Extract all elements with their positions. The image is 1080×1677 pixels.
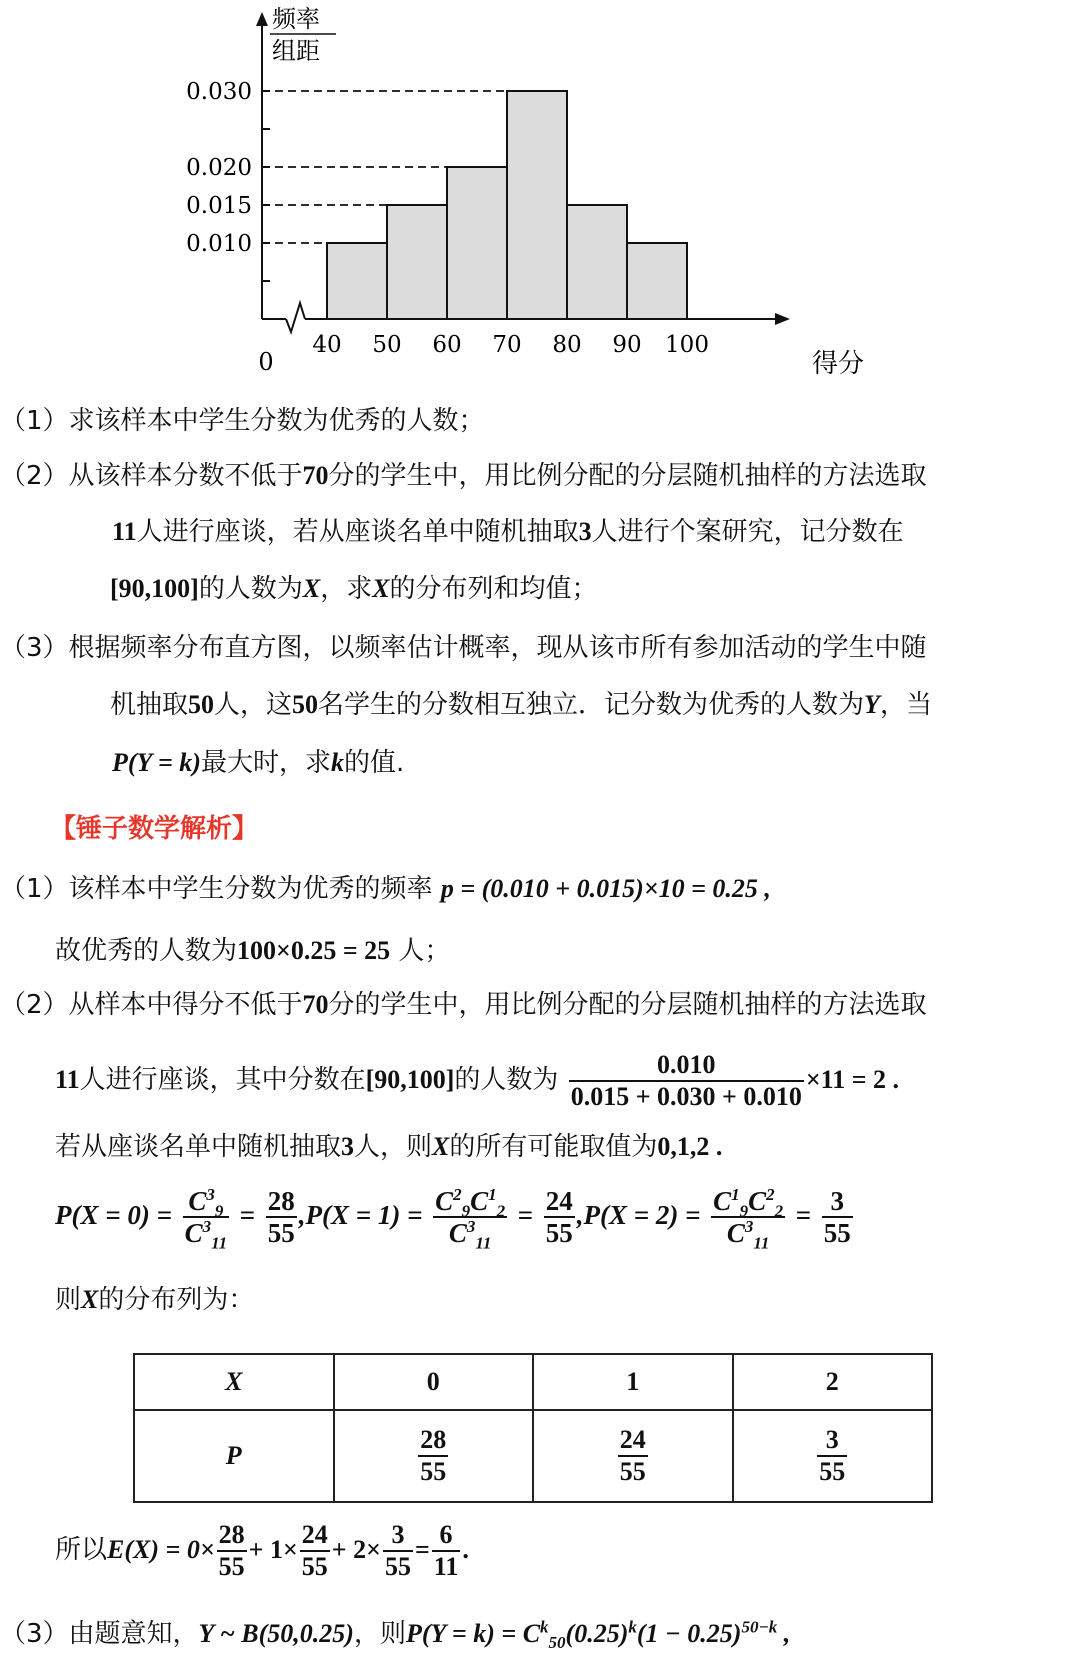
answer-2-line-2 <box>55 1040 1080 1120</box>
text: 的分布列为： <box>98 1285 255 1315</box>
distribution-table <box>133 1353 933 1503</box>
table-cell: 0 <box>334 1354 534 1410</box>
question-3-line-1: （3）根据频率分布直方图，以频率估计概率，现从该市所有参加活动的学生中随 <box>0 633 927 663</box>
text: ，求 <box>320 574 373 604</box>
histogram-bar <box>387 205 447 319</box>
table-cell: $\frac{28}{55}$ <box>334 1410 534 1502</box>
y-label-top: 频率 <box>272 5 320 33</box>
text: 人； <box>398 936 451 966</box>
p1-fraction: $\frac{24}{55}$ <box>545 1185 573 1248</box>
text: 人进行座谈，若从座谈名单中随机抽取 <box>136 517 579 547</box>
text: 若从座谈名单中随机抽取 <box>55 1132 342 1162</box>
y-tick-label: 0.020 <box>186 155 252 181</box>
var-y: Y <box>864 690 880 719</box>
y-tick-label: 0.015 <box>186 193 252 219</box>
text: 的值. <box>343 748 405 778</box>
num-11: 11 <box>112 517 137 546</box>
x-tick-label: 70 <box>492 332 522 358</box>
x-tick-label: 50 <box>372 332 402 358</box>
p0-fraction: $\frac{28}{55}$ <box>267 1185 295 1248</box>
combo-fraction: $\frac{C^1_9C^2_2}{C^3_{11}}$ <box>713 1184 784 1252</box>
text: 故优秀的人数为 <box>55 936 238 966</box>
expectation-result: $\frac{6}{11}$ <box>433 1519 459 1581</box>
answer-1-line-2 <box>55 934 1080 968</box>
histogram-bar <box>447 167 507 319</box>
text: 的分布列和均值； <box>389 574 598 604</box>
analysis-title: 【锤子数学解析】 <box>50 814 259 844</box>
y-tick-label: 0.010 <box>186 231 252 257</box>
expectation: 所以E(X) = 0× $\frac{28}{55}$ + 1× $\frac{24}{55}$ + 2× $\frac{3}{55}$ = $\frac{6}{11}$ . <box>55 1519 469 1581</box>
text: （2）从该样本分数不低于 <box>0 461 303 491</box>
histogram-bar <box>327 243 387 319</box>
probabilities: P(X = 0) = $\frac{C^3_9}{C^3_{11}}$ = $\frac{28}{55}$ ,P(X = 1) = $\frac{C^2_9C^1_2}{C^3_{11}}$ = $\frac{24}{55}$ ,P(X = 2) = $\frac{C^1_9C^2_2}{C^3_{11}}$ = $\frac{3}{55}$ <box>55 1184 851 1252</box>
text: 则 <box>55 1285 82 1315</box>
table-cell: 1 <box>533 1354 733 1410</box>
text: 名学生的分数相互独立．记分数为优秀的人数为 <box>318 690 865 720</box>
histogram-bar <box>507 91 567 319</box>
x-tick-label: 100 <box>665 332 709 358</box>
table-cell: X <box>134 1354 334 1410</box>
question-3-line-2 <box>110 688 1080 722</box>
text: （1）该样本中学生分数为优秀的频率 <box>0 874 433 904</box>
possible-values: 0,1,2 . <box>657 1132 723 1161</box>
text: 分的学生中，用比例分配的分层随机抽样的方法选取 <box>328 990 927 1020</box>
p2-fraction: $\frac{3}{55}$ <box>823 1185 851 1248</box>
x-axis-arrow-icon <box>775 313 790 325</box>
var-k: k <box>330 748 344 777</box>
answer-2-line-1 <box>0 988 1080 1022</box>
formula-count: 100×0.25 = 25 <box>237 936 391 965</box>
distribution-intro <box>55 1283 1080 1317</box>
var-x: X <box>372 574 390 603</box>
table-cell: $\frac{24}{55}$ <box>533 1410 733 1502</box>
num-70: 70 <box>302 461 329 490</box>
histogram-bar <box>567 205 627 319</box>
x-tick-label: 90 <box>612 332 642 358</box>
question-1: （1）求该样本中学生分数为优秀的人数； <box>0 406 485 436</box>
interval: [90,100] <box>365 1065 455 1094</box>
formula-frequency: p = (0.010 + 0.015)×10 = 0.25 , <box>440 874 771 903</box>
num-11: 11 <box>55 1065 80 1094</box>
binomial: Y ~ B(50,0.25) <box>198 1619 354 1648</box>
table-row <box>134 1410 932 1502</box>
text: 所以 <box>55 1535 108 1565</box>
question-2-line-3 <box>110 572 1080 606</box>
question-2-line-1 <box>0 459 1080 493</box>
p2-label: ,P(X = 2) = <box>576 1200 701 1230</box>
question-3-line-3 <box>112 746 1080 780</box>
y-label-bottom: 组距 <box>272 37 320 65</box>
table-cell: 2 <box>733 1354 933 1410</box>
var-x: X <box>302 574 321 603</box>
sample-fraction <box>569 1050 804 1112</box>
answer-1-line-1 <box>0 872 1080 906</box>
answer-3 <box>0 1617 1080 1651</box>
combo-fraction: $\frac{C^2_9C^1_2}{C^3_{11}}$ <box>435 1184 506 1252</box>
x-tick-label: 80 <box>552 332 582 358</box>
text: 机抽取 <box>110 690 189 720</box>
text: 的所有可能取值为 <box>449 1132 658 1162</box>
text: 的人数为 <box>454 1065 559 1095</box>
text: 人进行座谈，其中分数在 <box>79 1065 366 1095</box>
text: ，当 <box>879 690 932 720</box>
combo-fraction: $\frac{C^3_9}{C^3_{11}}$ <box>184 1184 228 1252</box>
num-50: 50 <box>188 690 215 719</box>
x-tick-label: 60 <box>432 332 462 358</box>
histogram <box>0 0 1080 380</box>
text: 最大时，求 <box>200 748 331 778</box>
text: （3）由题意知， <box>0 1619 199 1649</box>
x-tick-label: 40 <box>312 332 342 358</box>
origin-label: 0 <box>258 348 274 376</box>
text: 分的学生中，用比例分配的分层随机抽样的方法选取 <box>328 461 927 491</box>
var-x: X <box>432 1132 450 1161</box>
fraction-numerator: 0.010 <box>569 1050 804 1082</box>
answer-2-line-3 <box>55 1130 1080 1164</box>
num-3: 3 <box>341 1132 355 1161</box>
fraction-denominator: 0.015 + 0.030 + 0.010 <box>570 1081 802 1111</box>
result: ×11 = 2 . <box>805 1065 900 1094</box>
text: （2）从样本中得分不低于 <box>0 990 303 1020</box>
condition: P(Y = k) <box>112 748 201 777</box>
num-50: 50 <box>292 690 319 719</box>
table-cell: P <box>134 1410 334 1502</box>
num-70: 70 <box>302 990 329 1019</box>
expectation-label: E(X) = 0× <box>107 1535 215 1564</box>
var-x: X <box>81 1285 99 1314</box>
text: 的人数为 <box>198 574 303 604</box>
y-tick-label: 0.030 <box>186 79 252 105</box>
y-axis-arrow-icon <box>256 12 268 26</box>
text: 人，则 <box>354 1132 433 1162</box>
text: 人进行个案研究，记分数在 <box>591 517 904 547</box>
table-row <box>134 1354 932 1410</box>
p1-label: ,P(X = 1) = <box>298 1200 423 1230</box>
num-3: 3 <box>578 517 592 546</box>
x-axis-label: 得分 <box>812 349 865 379</box>
interval: [90,100] <box>110 574 199 603</box>
pmf: $P(Y = k) = C^k_{50}(0.25)^k(1 - 0.25)^{50-k}$ , <box>405 1617 791 1653</box>
histogram-bar <box>627 243 687 319</box>
question-2-line-2 <box>112 515 1080 549</box>
table-cell: $\frac{3}{55}$ <box>733 1410 933 1502</box>
axis-break-icon <box>286 303 305 332</box>
p0-label: P(X = 0) = <box>55 1200 173 1230</box>
text: 人，这 <box>214 690 293 720</box>
text: ，则 <box>353 1619 406 1649</box>
